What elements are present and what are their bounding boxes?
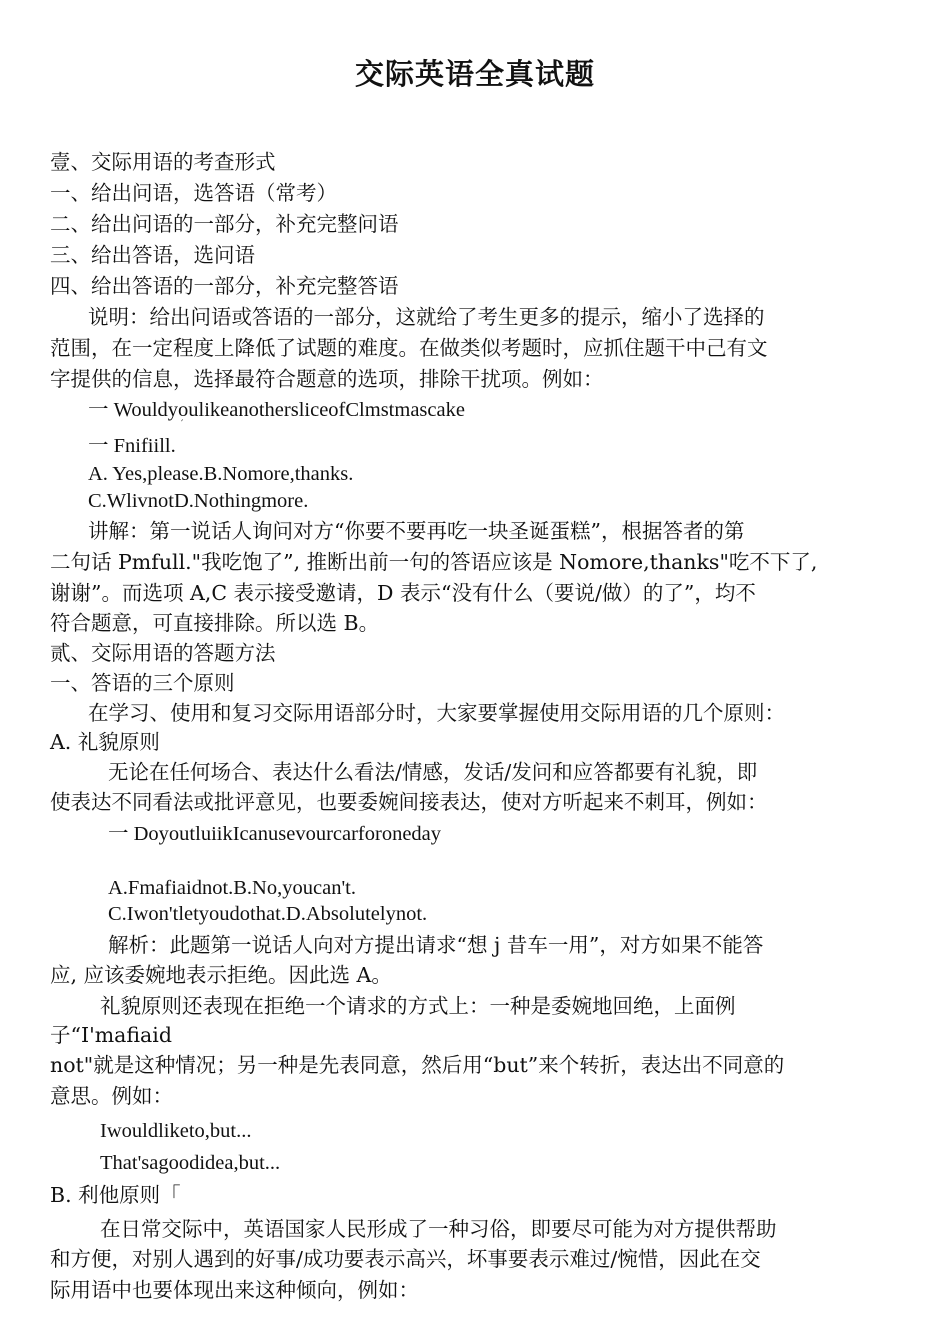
paragraph-line: 在学习、使用和复习交际用语部分时，大家要掌握使用交际用语的几个原则： <box>88 701 785 725</box>
list-item: 二、给出问语的一部分，补充完整问语 <box>50 212 399 236</box>
list-item: 四、给出答语的一部分，补充完整答语 <box>50 274 399 298</box>
paragraph-line: 二句话 Pmfull."我吃饱了”, 推断出前一句的答语应该是 Nomore,thanks"吃不下了, <box>50 550 818 574</box>
example-options: A. Yes,please.B.Nomore,thanks. <box>88 463 354 485</box>
principle-heading: A. 礼貌原则 <box>50 730 160 754</box>
paragraph-line: 礼貌原则还表现在拒绝一个请求的方式上：一种是委婉地回绝，上面例 <box>100 994 736 1018</box>
principle-heading: B. 利他原则「 <box>50 1183 181 1207</box>
example-question: 一 DoyoutluiikIcanusevourcarforoneday <box>108 823 442 845</box>
paragraph-line: 字提供的信息，选择最符合题意的选项，排除干扰项。例如： <box>50 367 604 391</box>
section-heading-1: 壹、交际用语的考查形式 <box>50 150 276 174</box>
paragraph-line: 说明：给出问语或答语的一部分，这就给了考生更多的提示，缩小了选择的 <box>88 305 765 329</box>
example-phrase: Iwouldliketo,but... <box>100 1120 252 1142</box>
paragraph-line: 符合题意，可直接排除。所以选 B。 <box>50 611 380 635</box>
paragraph-line: 无论在任何场合、表达什么看法/情感，发话/发问和应答都要有礼貌，即 <box>108 760 758 784</box>
paragraph-line: 应, 应该委婉地表示拒绝。因此选 A。 <box>50 963 392 987</box>
paragraph-line: 解析：此题第一说话人向对方提出请求“想 j 昔车一用”，对方如果不能答 <box>108 933 764 957</box>
example-options: C.WlivnotD.Nothingmore. <box>88 490 309 512</box>
paragraph-line: 在日常交际中，英语国家人民形成了一种习俗，即要尽可能为对方提供帮助 <box>100 1217 777 1241</box>
document-title: 交际英语全真试题 <box>354 57 595 91</box>
list-item: 一、给出问语，选答语（常考） <box>50 181 337 205</box>
paragraph-line: 意思。例如： <box>50 1084 173 1108</box>
paragraph-line: 子“I'mafiaid <box>50 1023 172 1047</box>
example-options: C.Iwon'tletyoudothat.D.Absolutelynot. <box>108 903 428 925</box>
section-heading-2: 贰、交际用语的答题方法 <box>50 641 276 665</box>
paragraph-line: 讲解：第一说话人询问对方“你要不要再吃一块圣诞蛋糕”，根据答者的第 <box>88 519 745 543</box>
subsection-heading: 一、答语的三个原则 <box>50 671 235 695</box>
paragraph-line: 和方便，对别人遇到的好事/成功要表示高兴，坏事要表示难过/惋惜，因此在交 <box>50 1247 761 1271</box>
paragraph-line: not"就是这种情况；另一种是先表同意，然后用“but”来个转折，表达出不同意的 <box>50 1053 785 1077</box>
paragraph-line: 范围，在一定程度上降低了试题的难度。在做类似考题时，应抓住题干中己有文 <box>50 336 768 360</box>
stray-mark: ′ <box>181 419 184 430</box>
example-phrase: That'sagoodidea,but... <box>100 1152 281 1174</box>
example-options: A.Fmafiaidnot.B.No,youcan't. <box>108 877 356 899</box>
paragraph-line: 际用语中也要体现出来这种倾向，例如： <box>50 1278 419 1302</box>
example-reply: 一 Fnifiill. <box>88 435 176 457</box>
list-item: 三、给出答语，选问语 <box>50 243 255 267</box>
paragraph-line: 谢谢”。而选项 A,C 表示接受邀请，D 表示“没有什么（要说/做）的了”，均不 <box>50 581 756 605</box>
example-question: 一 WouldyoulikeanothersliceofClmstmascake <box>88 399 465 421</box>
paragraph-line: 使表达不同看法或批评意见，也要委婉间接表达，使对方听起来不刺耳，例如： <box>50 790 768 814</box>
